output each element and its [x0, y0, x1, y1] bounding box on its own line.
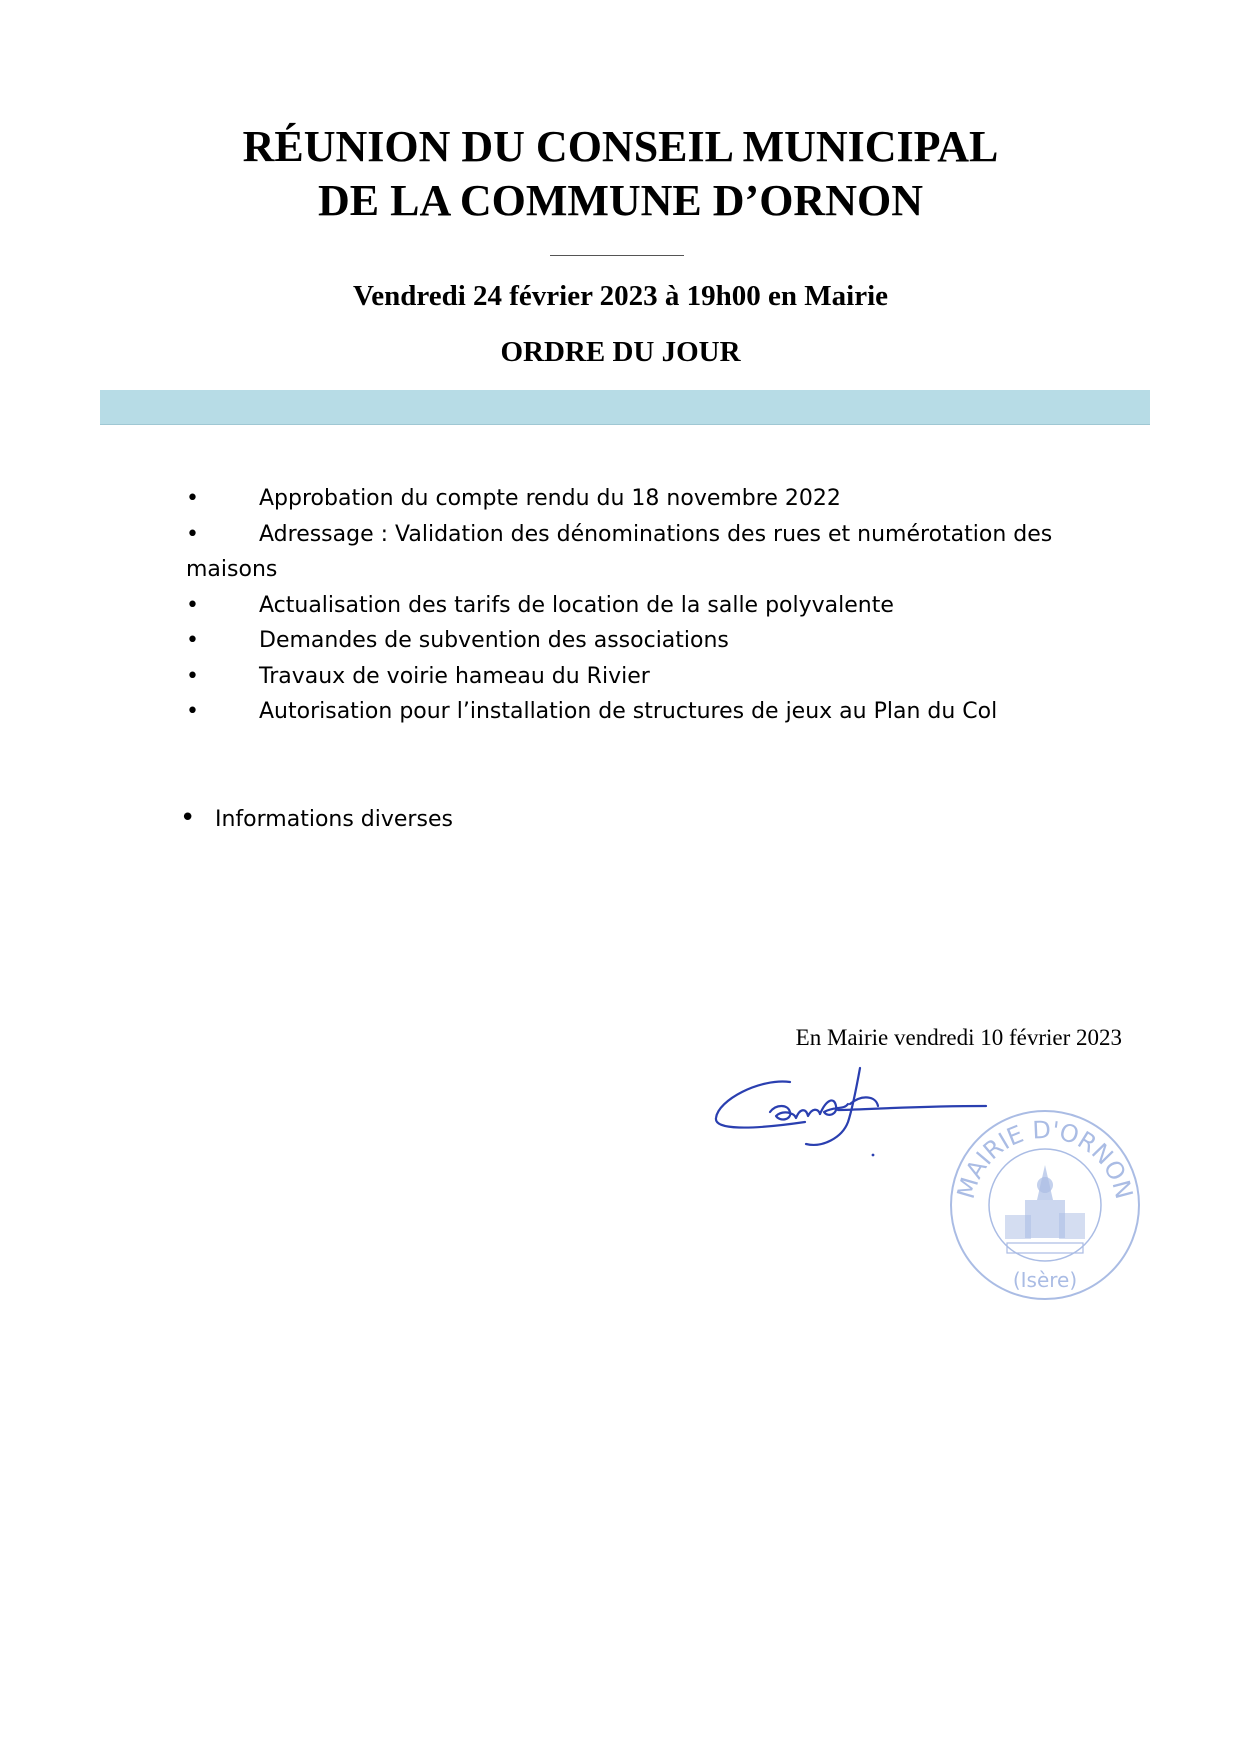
agenda-item [186, 517, 1126, 588]
bullet-icon: • [186, 592, 199, 618]
extra-item [180, 802, 453, 836]
section-band [100, 390, 1150, 425]
agenda-item [186, 694, 1126, 730]
bullet-icon: • [180, 803, 196, 833]
agenda-item-text: Approbation du compte rendu du 18 novembre 2022 [259, 486, 841, 511]
agenda-item [186, 588, 1126, 624]
title-line-1: RÉUNION DU CONSEIL MUNICIPAL [242, 122, 999, 171]
bullet-icon: • [186, 521, 199, 547]
title-line-2: DE LA COMMUNE D’ORNON [318, 176, 923, 225]
agenda-heading: ORDRE DU JOUR [500, 336, 741, 368]
mairie-stamp-icon [945, 1105, 1145, 1305]
agenda-item-text: Demandes de subvention des associations [259, 628, 729, 653]
stamp-text-top: MAIRIE D'ORNON [951, 1115, 1139, 1202]
agenda-item-text: Travaux de voirie hameau du Rivier [259, 663, 650, 689]
agenda-item [186, 623, 1126, 659]
bullet-icon: • [186, 628, 199, 653]
meeting-date: Vendredi 24 février 2023 à 19h00 en Mairie [352, 280, 889, 312]
title-divider [550, 255, 684, 256]
agenda-item [186, 481, 1126, 517]
agenda-item-text: Adressage : Validation des dénominations des rues et numérotation des maisons [186, 521, 1053, 582]
bullet-icon: • [186, 486, 199, 511]
extra-item-text: Informations diverses [215, 807, 453, 832]
agenda-item [186, 659, 1126, 695]
agenda-item-text: Autorisation pour l’installation de structures de jeux au Plan du Col [259, 699, 998, 724]
agenda-item-text: Actualisation des tarifs de location de la salle polyvalente [259, 592, 894, 618]
stamp-text-bottom: (Isère) [1012, 1268, 1078, 1292]
bullet-icon: • [186, 663, 199, 689]
bullet-icon: • [186, 699, 199, 724]
signed-place-date: En Mairie vendredi 10 février 2023 [795, 1025, 1122, 1050]
document-title [0, 120, 1241, 228]
agenda-list [186, 481, 1126, 730]
